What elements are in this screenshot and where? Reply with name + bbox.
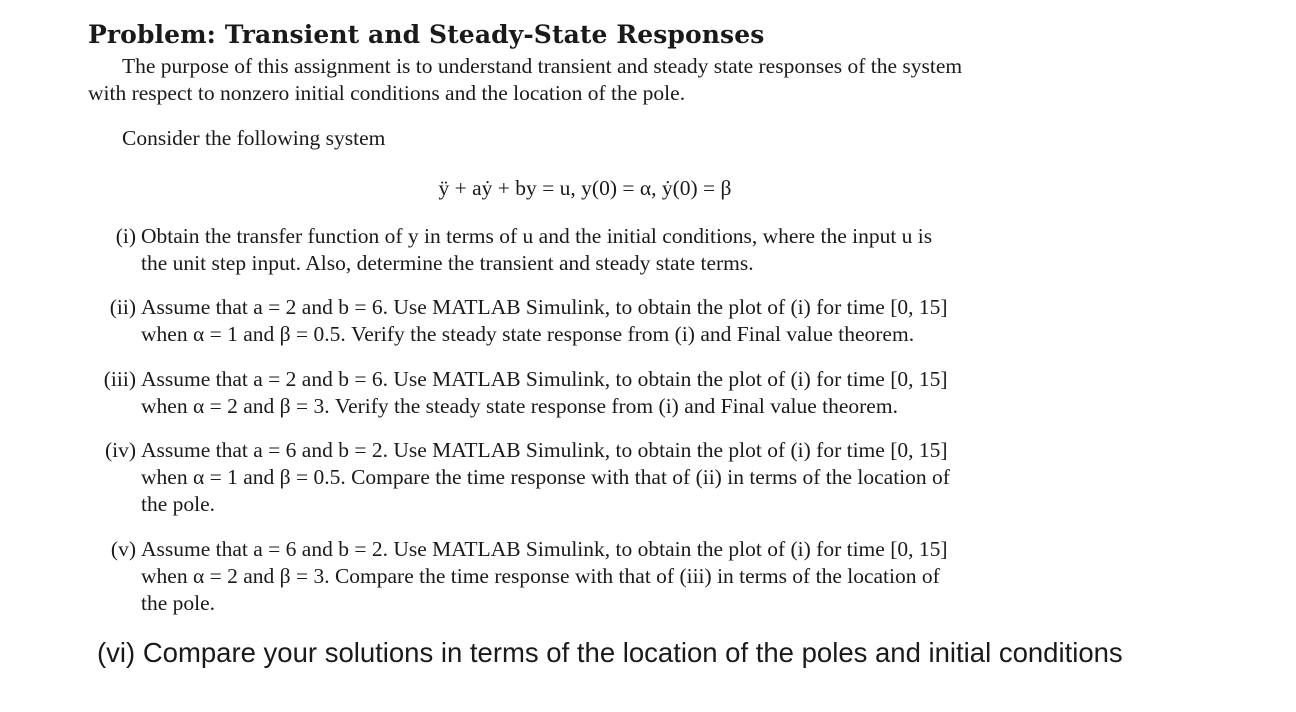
item-line: when α = 2 and β = 3. Compare the time response with that of (iii) in terms of the location of bbox=[141, 564, 940, 588]
system-equation: ÿ + aẏ + by = u, y(0) = α, ẏ(0) = β bbox=[438, 176, 732, 200]
intro-paragraph bbox=[88, 53, 1083, 107]
item-i bbox=[88, 223, 1080, 277]
item-line: Assume that a = 2 and b = 6. Use MATLAB Simulink, to obtain the plot of (i) for time [0, 15] bbox=[141, 295, 948, 319]
item-line: when α = 1 and β = 0.5. Verify the steady state response from (i) and Final value theorem. bbox=[141, 322, 915, 346]
item-line: Assume that a = 6 and b = 2. Use MATLAB Simulink, to obtain the plot of (i) for time [0, 15] bbox=[141, 537, 948, 561]
item-line: when α = 2 and β = 3. Verify the steady state response from (i) and Final value theorem. bbox=[141, 394, 898, 418]
item-line: the pole. bbox=[141, 591, 216, 615]
item-line: when α = 1 and β = 0.5. Compare the time response with that of (ii) in terms of the location of bbox=[141, 465, 950, 489]
item-number: (iv) bbox=[104, 438, 136, 462]
item-line: Obtain the transfer function of y in terms of u and the initial conditions, where the input u is bbox=[141, 224, 933, 248]
problem-title: Problem: Transient and Steady-State Responses bbox=[88, 20, 765, 49]
item-number: (iii) bbox=[103, 367, 136, 391]
item-ii bbox=[88, 294, 1080, 348]
item-iii bbox=[88, 366, 1080, 420]
item-vi: (vi) Compare your solutions in terms of the location of the poles and initial conditions bbox=[97, 637, 1123, 668]
item-line: the pole. bbox=[141, 492, 216, 516]
item-iv bbox=[88, 437, 1080, 518]
intro-line-2: with respect to nonzero initial conditions and the location of the pole. bbox=[88, 81, 686, 105]
item-line: Assume that a = 2 and b = 6. Use MATLAB Simulink, to obtain the plot of (i) for time [0, 15] bbox=[141, 367, 948, 391]
item-v bbox=[88, 536, 1080, 617]
item-line: Assume that a = 6 and b = 2. Use MATLAB Simulink, to obtain the plot of (i) for time [0, 15] bbox=[141, 438, 948, 462]
intro-line-1: The purpose of this assignment is to understand transient and steady state responses of the system bbox=[122, 54, 963, 78]
item-number: (i) bbox=[115, 224, 136, 248]
item-number: (v) bbox=[110, 537, 136, 561]
item-line: the unit step input. Also, determine the transient and steady state terms. bbox=[141, 251, 754, 275]
item-number: (ii) bbox=[109, 295, 136, 319]
consider-text: Consider the following system bbox=[122, 126, 386, 150]
